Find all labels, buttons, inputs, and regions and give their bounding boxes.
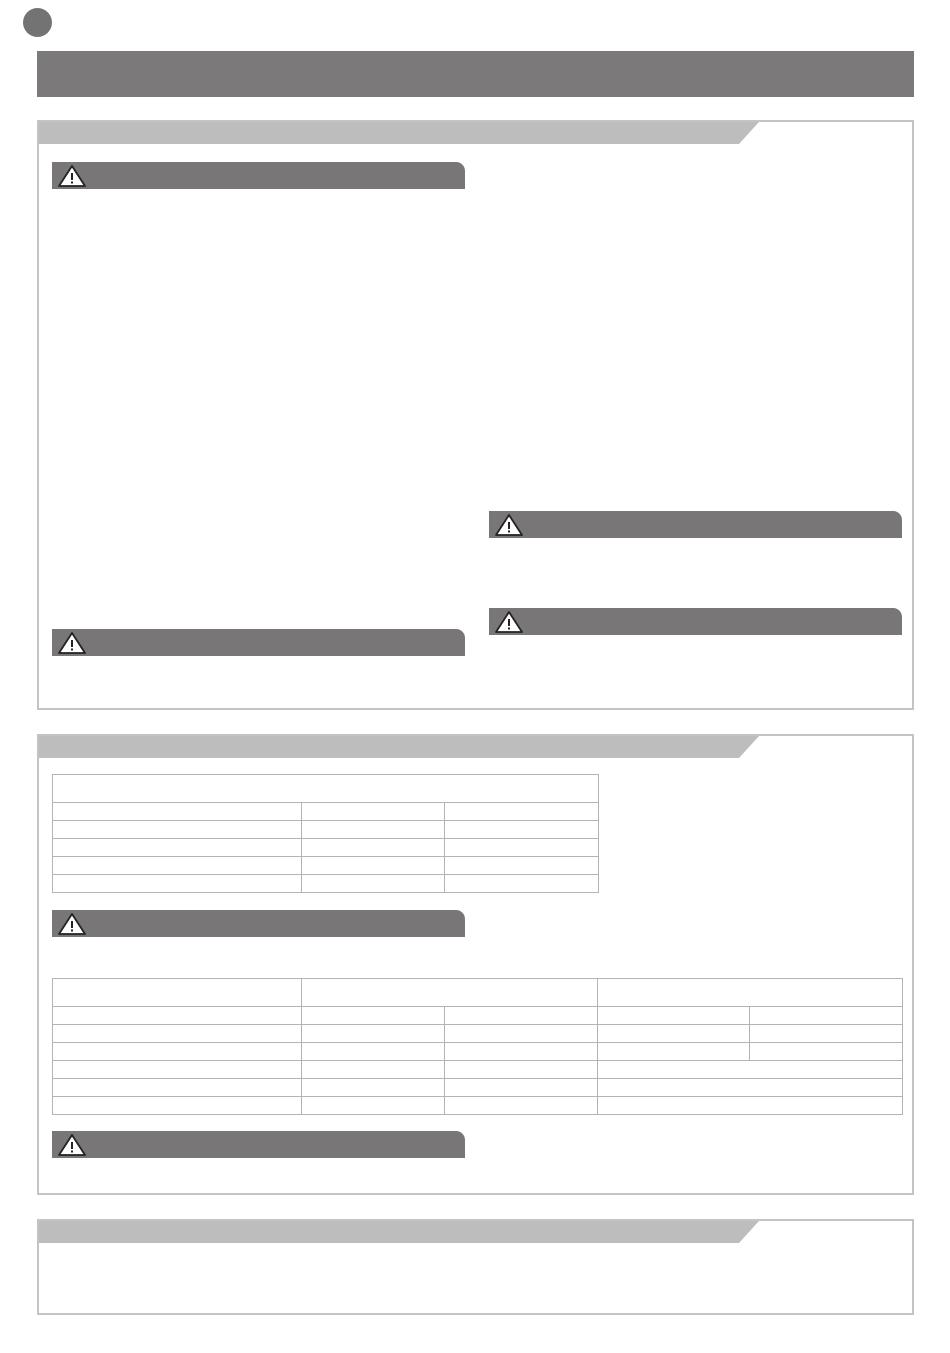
section-3-header — [39, 1221, 739, 1243]
table-cell — [53, 803, 302, 821]
warning-triangle-icon — [494, 610, 524, 634]
table-cell — [598, 1079, 903, 1097]
table-cell — [53, 839, 302, 857]
table-row — [53, 979, 903, 1007]
table-cell — [445, 1025, 598, 1043]
table-cell — [302, 1043, 445, 1061]
table-cell — [598, 1025, 750, 1043]
table-cell — [598, 1043, 750, 1061]
table-cell — [53, 775, 599, 803]
warning-bar — [52, 162, 465, 189]
table-row — [53, 1061, 903, 1079]
table-cell — [445, 839, 599, 857]
table-cell — [302, 875, 445, 893]
table-cell — [445, 1079, 598, 1097]
spec-table-2 — [52, 978, 903, 1115]
table-cell — [302, 839, 445, 857]
table-cell — [53, 1097, 302, 1115]
table-row — [53, 875, 599, 893]
warning-bar — [489, 511, 902, 538]
section-2 — [37, 734, 914, 1195]
table-cell — [445, 821, 599, 839]
table-cell — [302, 1025, 445, 1043]
warning-triangle-icon — [57, 1133, 87, 1157]
table-row — [53, 1007, 903, 1025]
table-cell — [750, 1043, 903, 1061]
table-row — [53, 775, 599, 803]
table-cell — [53, 821, 302, 839]
warning-bar — [52, 1131, 465, 1158]
table-cell — [750, 1007, 903, 1025]
table-cell — [302, 803, 445, 821]
warning-triangle-icon — [57, 164, 87, 188]
table-row — [53, 857, 599, 875]
section-3 — [37, 1219, 914, 1315]
table-cell — [53, 1061, 302, 1079]
table-cell — [53, 1025, 302, 1043]
table-cell — [445, 875, 599, 893]
table-cell — [445, 1007, 598, 1025]
table-row — [53, 1025, 903, 1043]
table-cell — [302, 979, 598, 1007]
page-title-bar — [37, 51, 914, 97]
table-row — [53, 1097, 903, 1115]
table-cell — [598, 1097, 903, 1115]
warning-bar — [489, 608, 902, 635]
table-cell — [53, 857, 302, 875]
table-cell — [53, 979, 302, 1007]
table-cell — [53, 1043, 302, 1061]
table-row — [53, 839, 599, 857]
table-cell — [53, 875, 302, 893]
table-cell — [302, 857, 445, 875]
table-cell — [598, 1007, 750, 1025]
table-row — [53, 1079, 903, 1097]
section-1-header — [39, 122, 739, 144]
table-cell — [445, 803, 599, 821]
table-cell — [598, 1061, 903, 1079]
table-row — [53, 821, 599, 839]
table-cell — [750, 1025, 903, 1043]
table-cell — [53, 1007, 302, 1025]
table-cell — [302, 1061, 445, 1079]
page-number-marker — [23, 8, 52, 37]
section-2-header — [39, 736, 739, 758]
table-cell — [598, 979, 903, 1007]
warning-bar — [52, 910, 465, 937]
warning-triangle-icon — [494, 513, 524, 537]
table-cell — [445, 1097, 598, 1115]
table-cell — [302, 821, 445, 839]
warning-bar — [52, 629, 465, 656]
spec-table-1 — [52, 774, 599, 893]
table-cell — [302, 1007, 445, 1025]
table-cell — [445, 857, 599, 875]
table-cell — [302, 1079, 445, 1097]
section-1 — [37, 120, 914, 710]
table-row — [53, 803, 599, 821]
table-cell — [302, 1097, 445, 1115]
table-row — [53, 1043, 903, 1061]
table-cell — [445, 1043, 598, 1061]
warning-triangle-icon — [57, 631, 87, 655]
table-cell — [445, 1061, 598, 1079]
table-cell — [53, 1079, 302, 1097]
warning-triangle-icon — [57, 912, 87, 936]
